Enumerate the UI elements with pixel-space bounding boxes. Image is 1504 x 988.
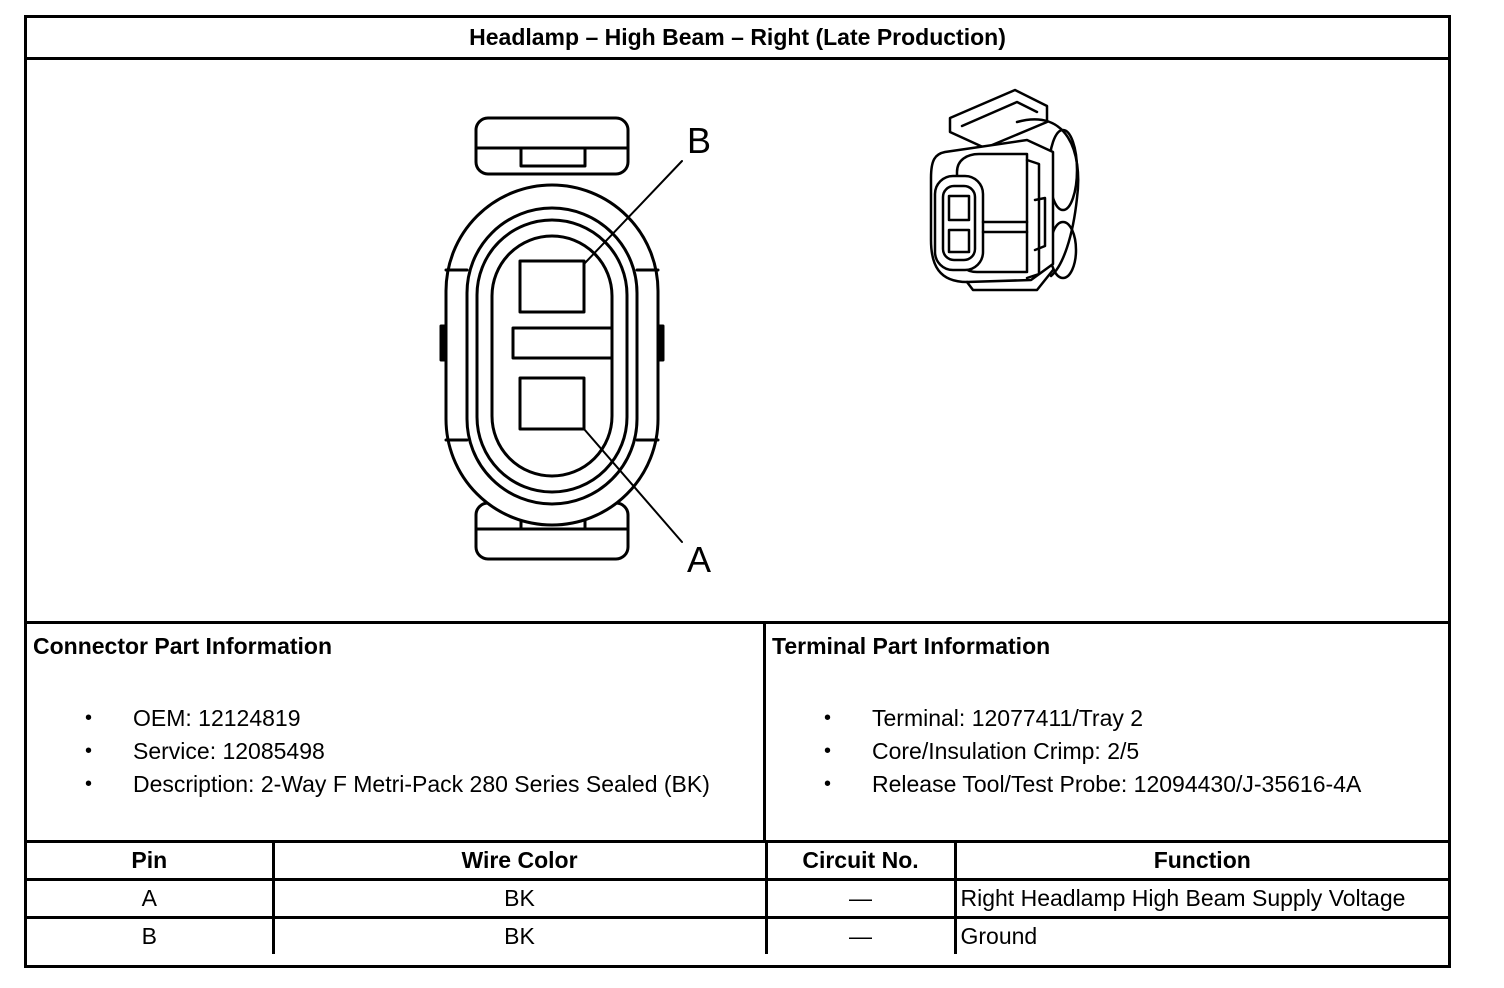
terminal-release-tool: Release Tool/Test Probe: 12094430/J-35616-4A <box>872 771 1362 797</box>
pin-cell: B <box>27 918 273 955</box>
column-header-function: Function <box>955 843 1448 880</box>
connector-info-list <box>27 702 710 801</box>
list-item <box>766 702 1361 735</box>
column-header-wire-color: Wire Color <box>273 843 766 880</box>
list-item <box>27 768 710 801</box>
terminal-info-heading: Terminal Part Information <box>772 633 1051 659</box>
function-cell: Ground <box>955 918 1448 955</box>
pin-callout-b: B <box>686 120 712 161</box>
list-item <box>27 702 710 735</box>
table-row <box>27 880 1448 918</box>
connector-service: Service: 12085498 <box>133 738 325 764</box>
connector-info-heading: Connector Part Information <box>33 633 333 659</box>
part-information-row <box>27 624 1448 843</box>
bullet-icon: • <box>85 707 93 729</box>
list-item <box>27 735 710 768</box>
wire-color-cell: BK <box>273 880 766 918</box>
sheet-title: Headlamp – High Beam – Right (Late Production) <box>27 18 1448 60</box>
bullet-icon: • <box>85 773 93 795</box>
pin-table <box>27 843 1448 954</box>
bullet-icon: • <box>824 740 832 762</box>
function-cell: Right Headlamp High Beam Supply Voltage <box>955 880 1448 918</box>
pin-cell: A <box>27 880 273 918</box>
connector-isometric-view <box>931 90 1078 290</box>
pin-callout-a: A <box>686 539 712 580</box>
terminal-part-information <box>766 624 1448 840</box>
housing-body <box>441 185 663 525</box>
list-item <box>766 735 1361 768</box>
table-row <box>27 918 1448 955</box>
connector-face-drawing <box>27 60 1448 621</box>
bullet-icon: • <box>824 773 832 795</box>
list-item <box>766 768 1361 801</box>
connector-oem: OEM: 12124819 <box>133 705 301 731</box>
bullet-icon: • <box>85 740 93 762</box>
terminal-crimp: Core/Insulation Crimp: 2/5 <box>872 738 1140 764</box>
terminal-info-list <box>766 702 1361 801</box>
column-header-pin: Pin <box>27 843 273 880</box>
circuit-no-cell: — <box>766 880 955 918</box>
bullet-icon: • <box>824 707 832 729</box>
column-header-circuit-no: Circuit No. <box>766 843 955 880</box>
circuit-no-cell: — <box>766 918 955 955</box>
terminal-number: Terminal: 12077411/Tray 2 <box>872 705 1144 731</box>
connector-part-information <box>27 624 766 840</box>
top-latch <box>476 118 628 174</box>
table-header-row <box>27 843 1448 880</box>
connector-description: Description: 2-Way F Metri-Pack 280 Series Sealed (BK) <box>133 771 710 797</box>
connector-drawing-area <box>27 60 1448 624</box>
wire-color-cell: BK <box>273 918 766 955</box>
connector-sheet <box>24 15 1451 968</box>
